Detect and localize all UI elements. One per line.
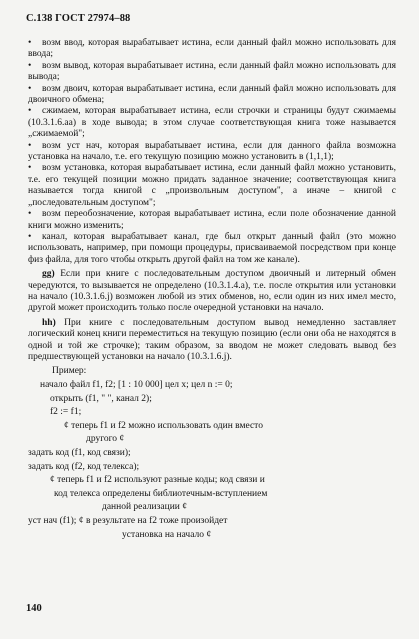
list-item-text: канал, которая вырабатывает канал, где был открыт данный файл (это можно использовать, например, при помощи процедуры, присваиваемой посредством при конце физ файла, для того чтобы открыть другой файл на том же канале). [28,231,396,265]
list-item [28,61,396,84]
section-gg [28,269,396,315]
list-item [28,141,396,164]
list-item [28,106,396,140]
example-code [28,365,396,542]
bullet-icon: • [28,38,32,48]
section-gg-text: Если при книге с последовательным доступом двоичный и литерный обмен чередуются, то вызывается не определено (10.3.1.4.а), т.е. после открытия или установки на начало (10.3.1.6.j) возможен любой из этих обменов, но, если один из них имел место, другой может происходить только после очередной установки на начало. [28,269,397,314]
code-line: задать код (f2, код телекса); [28,461,140,472]
code-line: начало файл f1, f2; [1 : 10 000] цел x; цел n := 0; [40,379,233,390]
list-item [28,38,396,61]
code-line: f2 := f1; [50,407,82,418]
code-line: другого ¢ [86,434,125,445]
section-hh [28,318,396,364]
code-line: установка на начало ¢ [122,529,212,540]
list-item-text: возм ввод, которая вырабатывает истина, если данный файл можно использовать для ввода; [28,38,396,60]
page-number: 140 [26,603,42,614]
bullet-icon: • [28,140,32,151]
code-line: ¢ теперь f1 и f2 используют разные коды; код связи и [50,475,265,486]
list-item [28,84,396,107]
bullet-icon: • [28,60,32,71]
list-item-text: возм двоич, которая вырабатывает истина, если данный файл можно использовать для двоичного обмена; [28,83,396,106]
bullet-icon: • [28,83,32,94]
section-gg-tag: gg) [42,269,55,280]
example-label: Пример: [52,366,87,377]
code-line: код телекса определены библиотечным-вступлением [54,488,268,499]
list-item-text: возм вывод, которая вырабатывает истина, если данный файл можно использовать для вывода; [28,60,396,83]
bullet-icon: • [28,106,32,117]
page-header: С.138 ГОСТ 27974–88 [26,13,131,24]
code-line: задать код (f1, код связи); [28,447,131,458]
code-line: открыть (f1, " ", канал 2); [50,393,152,404]
section-hh-text: При книге с последовательным доступом вывод немедленно заставляет логический конец книги переместиться на текущую позицию (если они оба не находятся в одной и той же строчке); таким образом, за вводом не может следовать вывод без предшествующей установки на начало (10.3.1.6.j). [28,317,396,362]
list-item-text: возм установка, которая вырабатывает истина, если данный файл можно установить, т.е. его текущей позиции можно придать заданное значение; соответствующая книга называется тогда книгой с „произвольным доступом", а иначе – книгой с „последовательным доступом"; [28,163,396,208]
list-item [28,163,396,209]
list-item-text: сжимаем, которая вырабатывает истина, если строчки и страницы будут сжимаемы (10.3.1.6.аа) в ходе вывода; в этом случае соответствующая книга тоже называется „сжимаемой"; [28,106,396,140]
list-item [28,232,396,266]
section-hh-tag: hh) [42,317,56,328]
list-item-text: возм уст нач, которая вырабатывает истина, если для данного файла возможна установка на начало, т.е. его текущую позицию можно установить в (1,1,1); [28,140,396,163]
list-item-text: возм переобозначение, которая вырабатывает истина, если поле обозначение данной книги можно изменить; [28,209,396,231]
list-item [28,209,396,232]
bullet-icon: • [28,163,32,174]
bullet-icon: • [28,209,32,220]
code-line: данной реализации ¢ [102,502,187,513]
bullet-icon: • [28,231,32,242]
code-line: уст нач (f1); ¢ в результате на f2 тоже произойдет [28,515,228,526]
page-body [28,38,396,542]
code-line: ¢ теперь f1 и f2 можно использовать один вместо [64,420,263,431]
